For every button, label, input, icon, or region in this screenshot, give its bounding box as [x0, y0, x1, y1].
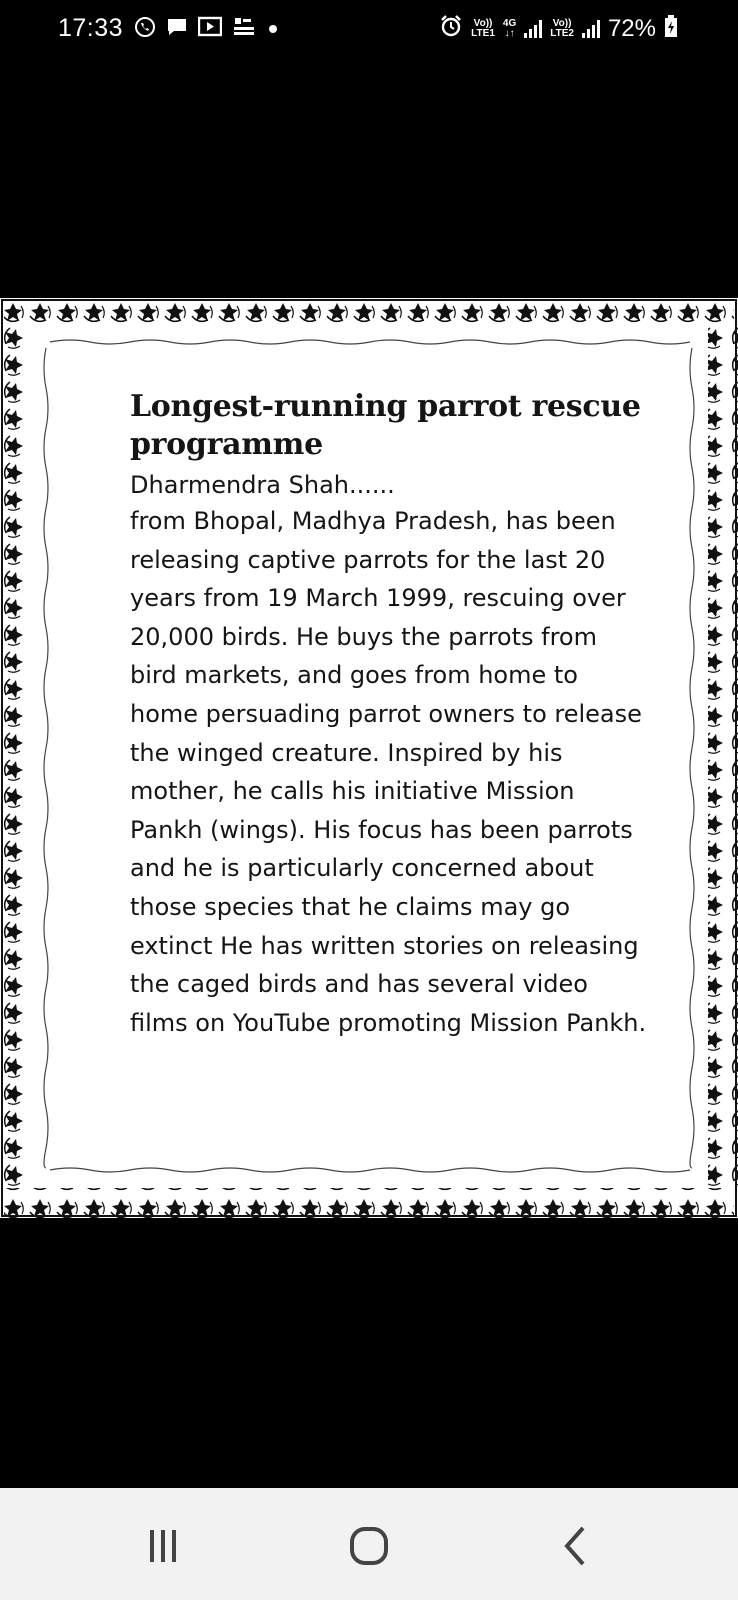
home-icon [347, 1524, 391, 1568]
notification-icons [134, 16, 280, 42]
recent-apps-button[interactable] [128, 1516, 198, 1576]
battery-icon [664, 14, 678, 43]
dot-icon [266, 16, 280, 42]
article-title: Longest-running parrot rescue programme [130, 389, 641, 462]
back-button[interactable] [540, 1516, 610, 1576]
sim2-label: Vo)) LTE2 [550, 17, 574, 39]
recent-apps-icon [145, 1526, 181, 1566]
video-icon [198, 16, 222, 42]
battery-percent: 72% [607, 14, 656, 42]
article-byline: Dharmendra Shah...... [130, 471, 395, 499]
status-bar [0, 0, 738, 60]
alarm-icon [439, 14, 463, 43]
status-time: 17:33 [58, 14, 124, 42]
network-type: 4G ↓↑ [502, 17, 517, 39]
sim1-label: Vo)) LTE1 [471, 17, 495, 39]
article-text [130, 388, 650, 1042]
back-icon [557, 1524, 593, 1568]
signal-icon [524, 20, 542, 38]
navigation-bar [0, 1488, 738, 1600]
status-right-group [439, 14, 678, 43]
home-button[interactable] [334, 1516, 404, 1576]
whatsapp-icon [134, 16, 156, 42]
signal-icon-2 [582, 20, 600, 38]
message-icon [166, 16, 188, 42]
article-body: from Bhopal, Madhya Pradesh, has been releasing captive parrots for the last 20 years from 19 March 1999, rescuing over 20,000 birds. He buys the parrots from bird markets, and goes from home to home persuading parrot owners to release the winged creature. Inspired by his mother, he calls his initiative Mission Pankh (wings). His focus has been parrots and he is particularly concerned about those species that he claims may go extinct He has written stories on releasing the caged birds and has several video films on YouTube promoting Mission Pankh. [130, 507, 647, 1037]
article-image [0, 298, 738, 1218]
news-app-icon [232, 16, 256, 42]
